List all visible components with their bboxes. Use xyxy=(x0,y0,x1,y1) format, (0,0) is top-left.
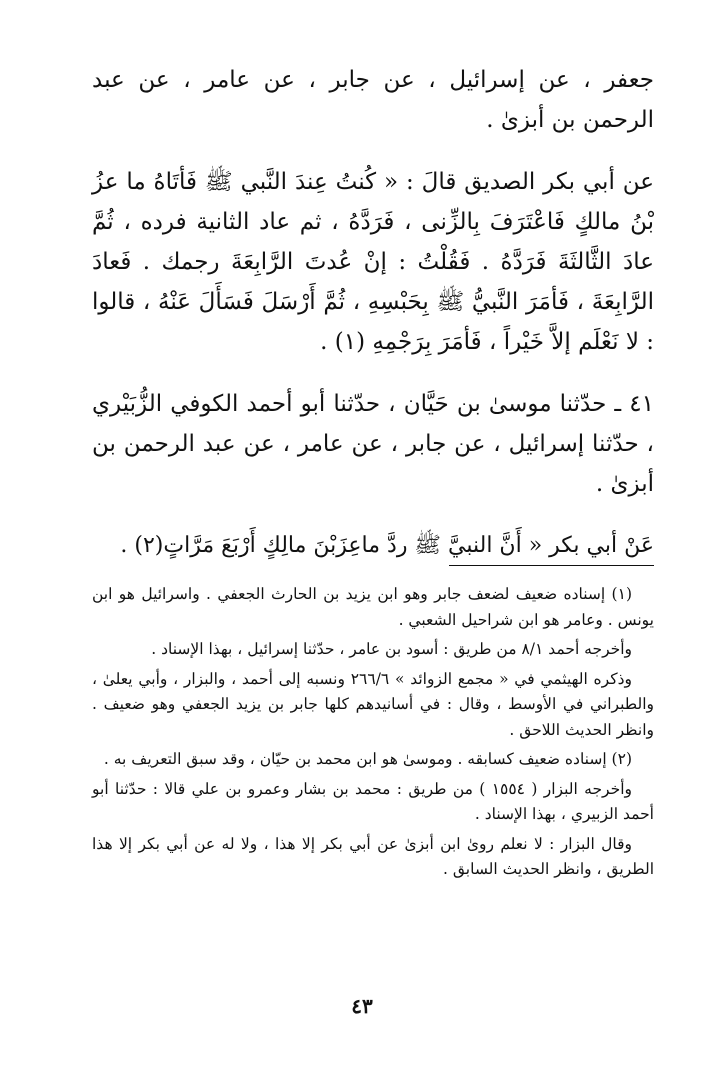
footnotes xyxy=(92,582,654,887)
footnote-divider xyxy=(449,565,654,566)
paragraph-hadith-41-chain: ٤١ ـ حدّثنا موسىٰ بن حَيَّان ، حدّثنا أبو أحمد الكوفي الزُّبَيْري ، حدّثنا إسرائيل ، عن جابر ، عن عامر ، عن عبد الرحمن بن أبزىٰ . xyxy=(92,391,654,497)
page-number: ٤٣ xyxy=(351,994,373,1018)
footnote-2: (٢) إسناده ضعيف كسابقه . وموسىٰ هو ابن محمد بن حيّان ، وقد سبق التعريف به . xyxy=(103,750,632,768)
footnote-2-bazzar-comment: وقال البزار : لا نعلم روىٰ ابن أبزىٰ عن أبي بكر إلا هذا ، ولا له عن أبي بكر إلا هذا الطريق ، وانظر الحديث السابق . xyxy=(92,834,654,878)
footnote-1: (١) إسناده ضعيف لضعف جابر وهو ابن يزيد بن الحارث الجعفي . واسرائيل هو ابن يونس . وعامر هو ابن شراحيل الشعبي . xyxy=(92,585,654,629)
paragraph-hadith-40: عن أبي بكر الصديق قالَ : « كُنتُ عِندَ النَّبي ﷺ فَأتَاهُ ما عزُ بْنُ مالكٍ فَاعْتَرَفَ بِالزِّنى ، فَرَدَّهُ ، ثم عاد الثانية فرده ، ثُمَّ عادَ الثَّالثَةَ فَرَدَّهُ . فَقُلْتُ : إنْ عُدتَ الرَّابِعَةَ رجمك . فَعادَ الرَّابِعَةَ ، فَأمَرَ النَّبيُّ ﷺ بِحَبْسِهِ ، ثُمَّ أَرْسَلَ فَسَأَلَ عَنْهُ ، قالوا : لا نَعْلَم إلاَّ خَيْراً ، فَأمَرَ بِرَجْمِهِ (١) . xyxy=(92,169,654,355)
paragraph-hadith-41-text: عَنْ أبي بكر « أَنَّ النبيَّ ﷺ ردَّ ماعِزَبْنَ مالِكٍ أَرْبَعَ مَرَّاتٍ(٢) . xyxy=(120,533,654,558)
main-text xyxy=(92,60,654,566)
footnote-1-ahmad: وأخرجه أحمد ٨/١ من طريق : أسود بن عامر ، حدّثنا إسرائيل ، بهذا الإسناد . xyxy=(151,640,632,658)
footnote-1-haythami: وذكره الهيثمي في « مجمع الزوائد » ٢٦٦/٦ ونسبه إلى أحمد ، والبزار ، وأبي يعلىٰ ، والطبراني في الأوسط ، وقال : في أسانيدهم كلها جابر بن يزيد الجعفي وهو ضعيف . وانظر الحديث اللاحق . xyxy=(92,669,654,739)
footnote-2-bazzar: وأخرجه البزار ( ١٥٥٤ ) من طريق : محمد بن بشار وعمرو بن علي قالا : حدّثنا أبو أحمد الزبيري ، بهذا الإسناد . xyxy=(92,779,654,823)
paragraph-chain-end: جعفر ، عن إسرائيل ، عن جابر ، عن عامر ، عن عبد الرحمن بن أبزىٰ . xyxy=(92,67,654,133)
